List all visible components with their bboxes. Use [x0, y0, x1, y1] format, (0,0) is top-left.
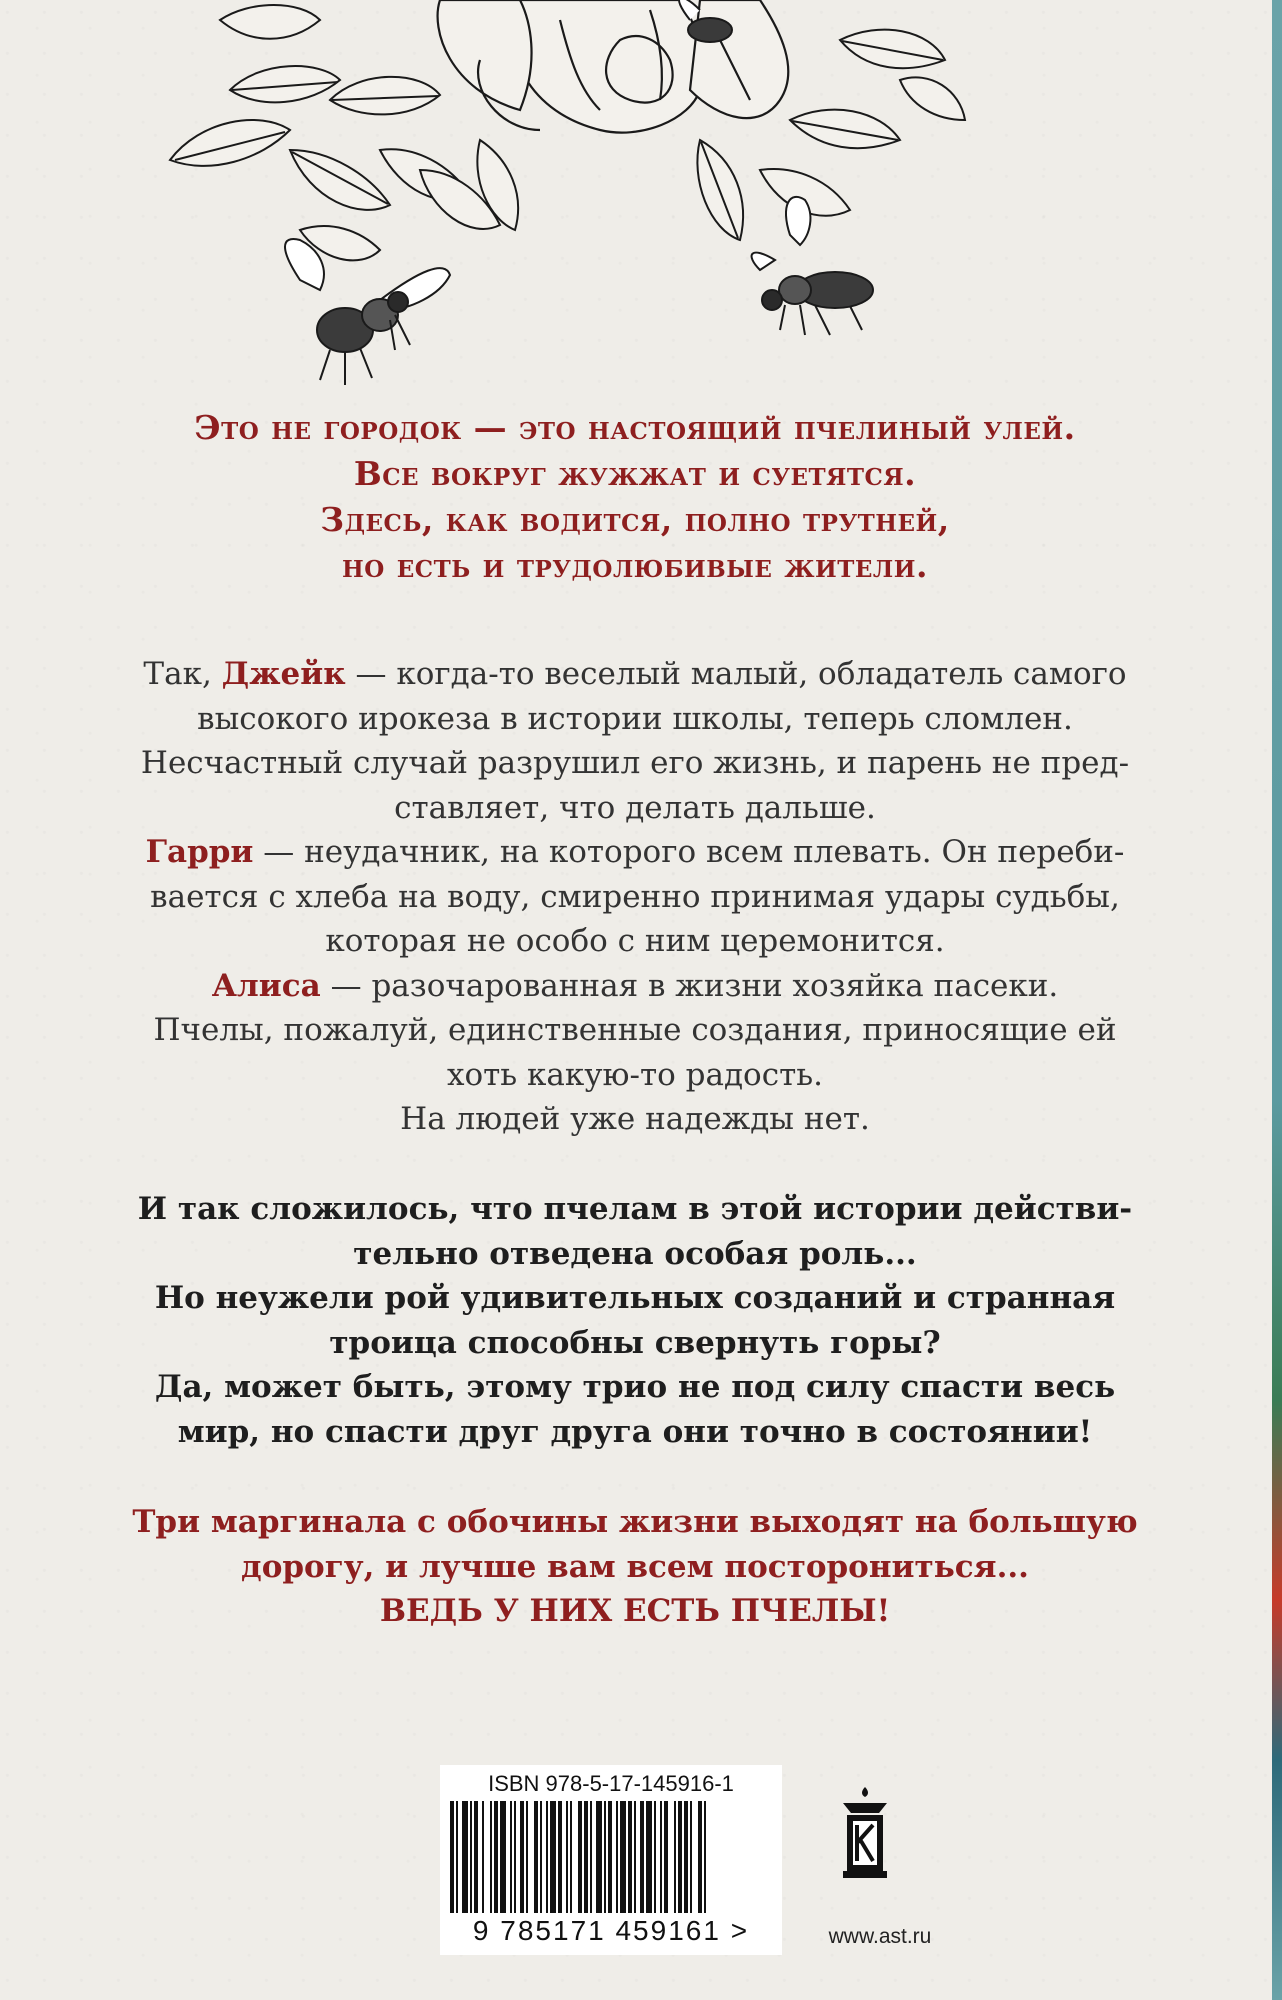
barcode-bar [474, 1801, 478, 1913]
headline-line: Это не городок — это настоящий пчелиный улей. [194, 408, 1076, 447]
isbn-barcode [440, 1765, 782, 1955]
final-line: ВЕДЬ У НИХ ЕСТЬ ПЧЕЛЫ! [379, 1593, 891, 1629]
headline-block [60, 405, 1210, 589]
final-paragraph [60, 1500, 1210, 1634]
barcode-bar [540, 1801, 542, 1913]
barcode-bar [584, 1801, 588, 1913]
characters-paragraph [60, 652, 1210, 1142]
barcode-bar [456, 1801, 458, 1913]
bold-line: И так сложилось, что пчелам в этой истории действи- [137, 1191, 1133, 1227]
barcode-bar [640, 1801, 644, 1913]
barcode-bars [450, 1801, 772, 1913]
alice-line-3: хоть какую-то радость. [447, 1056, 823, 1093]
barcode-bar [678, 1801, 682, 1913]
harry-line-2: вается с хлеба на воду, смиренно принимая удары судьбы, [150, 878, 1120, 915]
barcode-bar [510, 1801, 512, 1913]
barcode-bar [660, 1801, 662, 1913]
final-line: дорогу, и лучше вам всем посторониться... [241, 1548, 1029, 1585]
alice-line-2: Пчелы, пожалуй, единственные создания, приносящие ей [153, 1012, 1117, 1048]
barcode-bar [546, 1801, 548, 1913]
barcode-bar [628, 1801, 632, 1913]
bold-line: троица способны свернуть горы? [329, 1324, 941, 1361]
barcode-bar [620, 1801, 626, 1913]
bold-line: Да, может быть, этому трио не под силу спасти весь [154, 1369, 1116, 1405]
barcode-bar [494, 1801, 498, 1913]
barcode-bar [550, 1801, 556, 1913]
barcode-bar [654, 1801, 656, 1913]
barcode-bar [690, 1801, 692, 1913]
spine-edge-strip [1272, 0, 1282, 2000]
publisher-url: www.ast.ru [828, 1925, 932, 1948]
barcode-bar [566, 1801, 568, 1913]
bold-line: мир, но спасти друг друга они точно в состоянии! [177, 1413, 1093, 1450]
alice-line-4: На людей уже надежды нет. [400, 1101, 870, 1137]
barcode-bar [664, 1801, 668, 1913]
barcode-bar [514, 1801, 516, 1913]
barcode-bar [590, 1801, 592, 1913]
harry-line-1: Гарри — неудачник, на которого всем плевать. Он переби- [145, 834, 1125, 870]
bee-right-icon [752, 197, 873, 335]
character-name-jake: Джейк [221, 656, 346, 692]
character-name-harry: Гарри [145, 834, 254, 870]
barcode-bar [482, 1801, 484, 1913]
barcode-bar [674, 1801, 676, 1913]
barcode-digits: 9 785171 459161 > [472, 1915, 750, 1946]
bold-line: тельно отведена особая роль... [353, 1235, 917, 1272]
final-line: Три маргинала с обочины жизни выходят на большую [132, 1504, 1138, 1540]
barcode-bar [470, 1801, 472, 1913]
barcode-bar [526, 1801, 528, 1913]
botanical-illustration [0, 0, 1272, 400]
bold-paragraph [60, 1187, 1210, 1454]
headline-line: но есть и трудолюбивые жители. [342, 546, 928, 585]
jake-line-1: Так, Джейк — когда-то веселый малый, обладатель самого [143, 656, 1127, 692]
barcode-bar [704, 1801, 706, 1913]
barcode-bar [698, 1801, 702, 1913]
alice-line-1: Алиса — разочарованная в жизни хозяйка пасеки. [211, 967, 1059, 1004]
barcode-bar [646, 1801, 652, 1913]
jake-line-2: высокого ирокеза в истории школы, теперь сломлен. [197, 700, 1073, 737]
barcode-bar [500, 1801, 506, 1913]
bee-left-icon [285, 239, 450, 385]
barcode-bar [558, 1801, 562, 1913]
harry-line-3: которая не особо с ним церемонится. [325, 923, 945, 959]
jake-line-3: Несчастный случай разрушил его жизнь, и парень не пред- [140, 745, 1130, 781]
barcode-bar [578, 1801, 582, 1913]
barcode-bar [604, 1801, 606, 1913]
lantern-logo-icon [835, 1785, 895, 1880]
barcode-bar [520, 1801, 524, 1913]
barcode-bar [534, 1801, 538, 1913]
barcode-bar [450, 1801, 454, 1913]
barcode-bar [462, 1801, 468, 1913]
barcode-bar [684, 1801, 688, 1913]
headline-line: Все вокруг жужжат и суетятся. [353, 454, 917, 493]
headline-line: Здесь, как водится, полно трутней, [320, 500, 950, 539]
isbn-label: ISBN 978-5-17-145916-1 [488, 1771, 734, 1796]
barcode-bar [608, 1801, 612, 1913]
barcode-bar [596, 1801, 602, 1913]
barcode-bar [634, 1801, 636, 1913]
character-name-alice: Алиса [211, 967, 321, 1004]
barcode-bar [616, 1801, 618, 1913]
barcode-bar [570, 1801, 572, 1913]
barcode-bar [490, 1801, 492, 1913]
jake-line-4: ставляет, что делать дальше. [394, 789, 876, 826]
bold-line: Но неужели рой удивительных созданий и странная [154, 1280, 1116, 1316]
